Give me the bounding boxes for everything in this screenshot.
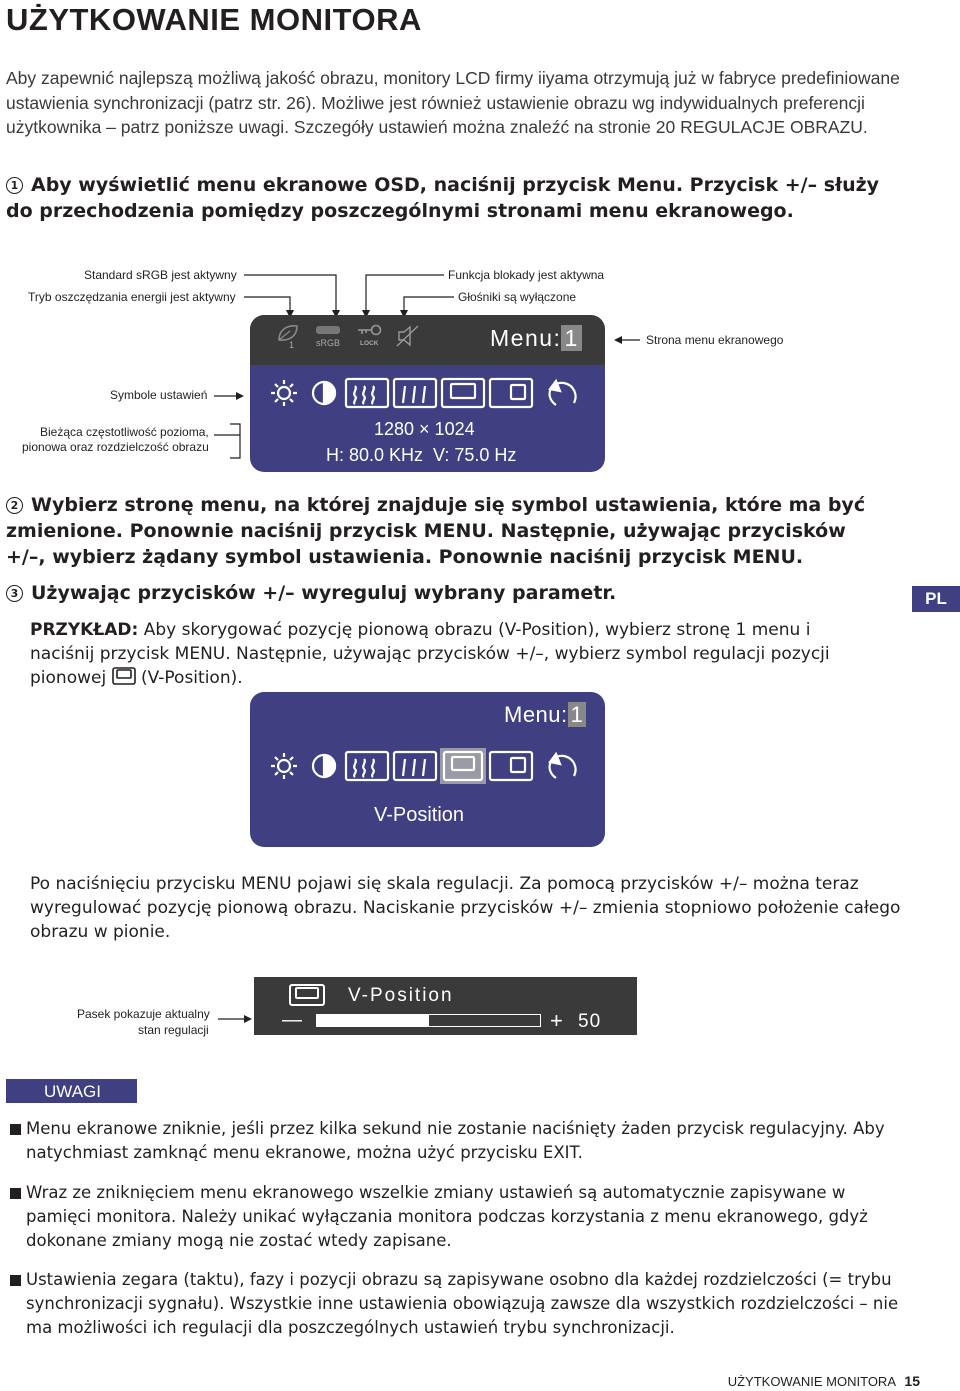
- selection-highlight: [440, 748, 486, 784]
- example-label: PRZYKŁAD:: [30, 620, 139, 640]
- h-position-icon: [490, 752, 532, 780]
- language-tab: PL: [912, 586, 960, 612]
- label-freq-2: pionowa oraz rozdzielczość obrazu: [22, 440, 209, 454]
- step-text: Aby wyświetlić menu ekranowe OSD, naciśnij przycisk Menu. Przycisk +/– służy do przechodzenia pomiędzy poszczególnymi stronami menu ekranowego.: [6, 174, 880, 222]
- osd-header: [250, 315, 605, 365]
- step-2: [6, 492, 886, 570]
- step-number: 3: [6, 585, 23, 602]
- label-bar-1: Pasek pokazuje aktualny: [77, 1007, 210, 1021]
- reset-icon: [550, 754, 576, 778]
- label-page: Strona menu ekranowego: [646, 333, 784, 347]
- step-number: 1: [6, 177, 23, 194]
- example-paragraph: [30, 618, 850, 690]
- srgb-icon: [316, 326, 340, 334]
- osd-symbol-row: [268, 748, 598, 784]
- step-number: 2: [6, 497, 23, 514]
- key-icon: [356, 323, 382, 337]
- label-lock: Funkcja blokady jest aktywna: [448, 268, 605, 282]
- step-1: [6, 172, 886, 224]
- label-symbols: Symbole ustawień: [110, 388, 208, 402]
- resolution-readout: 1280 × 1024: [374, 419, 475, 439]
- step-3: [6, 580, 886, 606]
- eco-number: 1: [289, 340, 295, 350]
- connector-speaker: [404, 297, 454, 312]
- note-item: [6, 1181, 906, 1253]
- bullet-square-icon: [10, 1188, 21, 1199]
- label-freq-1: Bieżąca częstotliwość pozioma,: [40, 425, 209, 439]
- osd-body: [250, 365, 605, 472]
- note-item: [6, 1268, 906, 1340]
- brightness-icon: [271, 753, 297, 779]
- speaker-muted-icon: [396, 324, 420, 348]
- reset-icon: [550, 381, 576, 405]
- adjustment-paragraph: Po naciśnięciu przycisku MENU pojawi się skala regulacji. Za pomocą przycisków +/– można teraz wyregulować pozycję pionową obrazu. Naciskanie przycisków +/– zmienia stopniowo położenie całego obrazu w pionie.: [30, 874, 901, 942]
- page-title: UŻYTKOWANIE MONITORA: [6, 2, 422, 37]
- adjustment-title: V-Position: [348, 985, 454, 1006]
- phase-icon: [394, 752, 436, 780]
- clock-icon: [346, 379, 388, 407]
- menu-label: [504, 702, 586, 728]
- menu-page-number: 1: [568, 702, 587, 727]
- h-position-icon: [490, 379, 532, 407]
- connector-eco: [244, 297, 290, 312]
- osd-symbol-row: [268, 375, 598, 411]
- lock-text: LOCK: [360, 340, 379, 347]
- minus-symbol: —: [282, 1009, 302, 1031]
- phase-icon: [394, 379, 436, 407]
- menu-page-number: 1: [561, 325, 581, 351]
- arrowhead-symbols: [236, 392, 244, 400]
- bullet-square-icon: [10, 1275, 21, 1286]
- intro-paragraph: Aby zapewnić najlepszą możliwą jakość obrazu, monitory LCD firmy iiyama otrzymują już w fabryce predefiniowane ustawienia synchronizacji (patrz str. 26). Możliwe jest również ustawienie obrazu wg indywidualnych preferencji użytkownika – patrz poniższe uwagi. Szczegóły ustawień można znaleźć na stronie 20 REGULACJE OBRAZU.: [6, 68, 900, 137]
- example-text-after: (V-Position).: [135, 668, 243, 688]
- step-text: Używając przycisków +/– wyreguluj wybrany parametr.: [31, 582, 617, 604]
- note-text: Ustawienia zegara (taktu), fazy i pozycji obrazu są zapisywane osobno dla każdej rozdzielczości (= trybu synchronizacji sygnału). Wszystkie inne ustawienia obowiązują zawsze dla wszystkich rozdzielczości – nie ma możliwości ich regulacji dla poszczególnych ustawień trybu synchronizacji.: [26, 1270, 899, 1337]
- menu-label-text: Menu:: [504, 702, 568, 727]
- frequency-readout: H: 80.0 KHz V: 75.0 Hz: [326, 445, 517, 465]
- v-position-icon: [442, 379, 484, 407]
- selected-setting-label: V-Position: [374, 804, 465, 826]
- connector-lock: [366, 275, 444, 312]
- adjustment-track[interactable]: [316, 1014, 541, 1027]
- note-text: Wraz ze zniknięciem menu ekranowego wszelkie zmiany ustawień są automatycznie zapisywane w pamięci monitora. Należy unikać wyłączania monitora podczas korzystania z menu ekranowego, gdyż dokonane zmiany mogą nie zostać wtedy zapisane.: [26, 1183, 868, 1250]
- contrast-icon: [313, 382, 335, 404]
- adjustment-fill: [317, 1015, 429, 1026]
- bar-arrow: [218, 1012, 254, 1026]
- v-position-icon: [288, 983, 328, 1007]
- label-srgb: Standard sRGB jest aktywny: [84, 268, 237, 282]
- note-item: [6, 1117, 906, 1165]
- notes-header: UWAGI: [6, 1079, 137, 1103]
- adjustment-bar-panel: [254, 977, 637, 1035]
- footer-section: UŻYTKOWANIE MONITORA: [727, 1374, 896, 1389]
- contrast-icon: [313, 755, 335, 777]
- label-bar-2: stan regulacji: [138, 1023, 209, 1037]
- v-position-inline-icon: [112, 667, 136, 685]
- menu-label-text: Menu:: [490, 325, 562, 351]
- label-eco: Tryb oszczędzania energii jest aktywny: [28, 290, 236, 304]
- step-text: Wybierz stronę menu, na której znajduje się symbol ustawienia, które ma być zmienione. Ponownie naciśnij przycisk MENU. Następnie, używając przycisków +/–, wybierz żądany symbol ustawienia. Ponownie naciśnij przycisk MENU.: [6, 494, 866, 568]
- brightness-icon: [271, 380, 297, 406]
- bracket-freq: [230, 424, 240, 458]
- label-speaker: Głośniki są wyłączone: [458, 290, 577, 304]
- srgb-text: sRGB: [316, 338, 341, 348]
- arrowhead-page: [614, 336, 622, 344]
- clock-icon: [346, 752, 388, 780]
- example-text-before: Aby skorygować pozycję pionową obrazu (V-Position), wybierz stronę 1 menu i naciśnij przycisk MENU. Następnie, używając przycisków +/–, wybierz symbol regulacji pozycji pionowej: [30, 620, 830, 688]
- plus-symbol: +: [550, 1008, 563, 1033]
- note-text: Menu ekranowe zniknie, jeśli przez kilka sekund nie zostanie naciśnięty żaden przycisk regulacyjny. Aby natychmiast zamknąć menu ekranowe, można użyć przycisku EXIT.: [26, 1119, 885, 1162]
- osd-example: [250, 692, 605, 847]
- page-number: 15: [904, 1373, 920, 1389]
- menu-label: [490, 325, 582, 352]
- adjustment-value: 50: [578, 1011, 602, 1032]
- bullet-square-icon: [10, 1124, 21, 1135]
- leaf-icon: [276, 323, 300, 343]
